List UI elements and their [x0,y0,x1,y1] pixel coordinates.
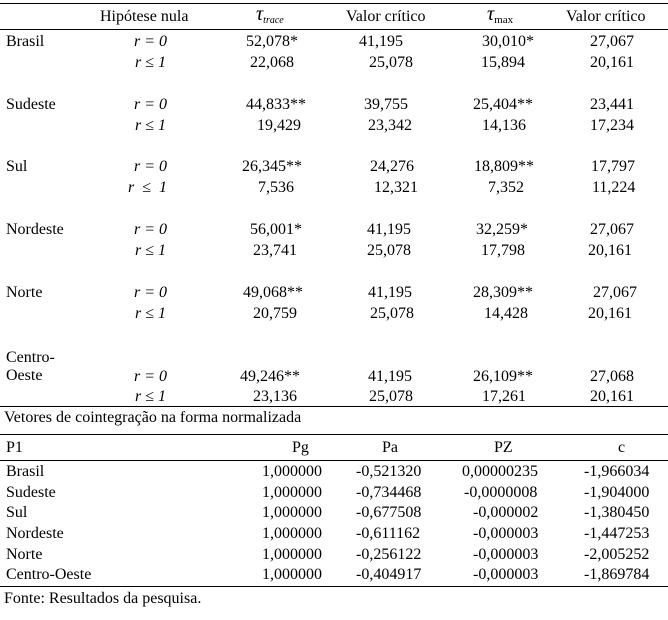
header-critical-value-2: Valor crítico [566,8,646,25]
null-hypothesis: r ≤ 1 [135,117,167,134]
row-pz: -0,0000008 [464,484,538,501]
null-hypothesis: r ≤ 1 [128,179,168,196]
critical-value: 11,224 [592,179,636,196]
trace-stat: 7,536 [258,179,294,196]
max-stat: 7,352 [488,179,524,196]
critical-value: 27,067 [590,221,634,238]
critical-value: 25,078 [367,242,411,259]
vectors-header-pz: PZ [494,439,513,456]
header-critical-value-1: Valor crítico [346,8,426,25]
row-pg: 1,000000 [262,463,322,480]
row-pg: 1,000000 [262,566,322,583]
null-hypothesis: r = 0 [134,284,168,301]
row-pz: -0,000003 [473,546,539,563]
section-title: Vetores de cointegração na forma normalizada [4,409,302,426]
trace-stat: 44,833** [246,96,306,113]
tau-trace-subscript: trace [263,15,284,26]
max-stat: 17,261 [482,388,526,405]
null-hypothesis: r = 0 [134,33,168,50]
vectors-top-rule [0,434,668,435]
max-stat: 30,010* [482,33,534,50]
row-pz: 0,00000235 [462,463,538,480]
trace-stat: 22,068 [250,54,294,71]
critical-value: 20,161 [588,242,632,259]
trace-stat: 19,429 [257,117,301,134]
null-hypothesis: r ≤ 1 [135,54,167,71]
header-rule [0,29,668,30]
vectors-header-p1: P1 [6,439,23,456]
critical-value: 23,441 [590,96,634,113]
max-stat: 28,309** [473,284,533,301]
critical-value: 41,195 [367,221,411,238]
critical-value: 20,161 [590,388,634,405]
critical-value: 25,078 [369,388,413,405]
trace-stat: 52,078* [246,33,298,50]
region-label: Sul [6,158,28,175]
trace-stat: 49,068** [243,284,303,301]
row-c: -2,005252 [584,546,650,563]
max-stat: 26,109** [473,368,533,385]
critical-value: 12,321 [374,179,418,196]
row-pa: -0,256122 [356,546,422,563]
critical-value: 27,067 [590,33,634,50]
row-c: -1,904000 [584,484,650,501]
trace-stat: 26,345** [242,158,302,175]
row-pa: -0,611162 [356,525,421,542]
trace-stat: 23,741 [253,242,297,259]
section-rule [0,406,668,407]
trace-stat: 56,001* [250,221,302,238]
tau-max-symbol: τ [487,3,495,25]
row-pa: -0,677508 [356,504,422,521]
region-label: Centro- [6,349,55,366]
critical-value: 23,342 [368,117,412,134]
row-c: -1,869784 [584,566,650,583]
null-hypothesis: r ≤ 1 [135,388,167,405]
max-stat: 14,428 [484,305,528,322]
vectors-header-pa: Pa [382,439,398,456]
header-trace [256,5,284,30]
null-hypothesis: r ≤ 1 [135,242,167,259]
region-label: Norte [6,284,43,301]
row-pg: 1,000000 [262,504,322,521]
row-region: Centro-Oeste [6,566,92,583]
max-stat: 17,798 [481,242,525,259]
top-rule [0,3,668,4]
row-pz: -0,000003 [473,525,539,542]
row-pz: -0,000002 [473,504,539,521]
critical-value: 41,195 [368,284,412,301]
critical-value: 17,234 [590,117,634,134]
null-hypothesis: r = 0 [134,96,168,113]
critical-value: 41,195 [368,368,412,385]
null-hypothesis: r = 0 [134,158,168,175]
critical-value: 25,078 [369,54,413,71]
trace-stat: 20,759 [253,305,297,322]
critical-value: 27,067 [593,284,637,301]
row-region: Sul [6,504,28,521]
row-pz: -0,000003 [473,566,539,583]
trace-stat: 23,136 [253,388,297,405]
critical-value: 17,797 [591,158,635,175]
region-label: Oeste [6,367,43,384]
trace-stat: 49,246** [240,368,300,385]
row-c: -1,380450 [584,504,650,521]
max-stat: 14,136 [482,117,526,134]
header-max [487,5,513,29]
row-pg: 1,000000 [262,546,322,563]
max-stat: 18,809** [474,158,534,175]
region-label: Brasil [6,33,45,50]
row-region: Brasil [6,463,45,480]
null-hypothesis: r ≤ 1 [135,305,167,322]
critical-value: 27,068 [590,368,634,385]
row-c: -1,447253 [584,525,650,542]
row-pg: 1,000000 [262,484,322,501]
max-stat: 15,894 [481,54,525,71]
vectors-header-c: c [618,439,626,456]
critical-value: 24,276 [370,158,414,175]
vectors-header-rule [0,460,668,461]
tau-max-subscript: max [494,14,514,26]
row-region: Norte [6,546,43,563]
critical-value: 41,195 [359,33,403,50]
row-pa: -0,521320 [356,463,422,480]
header-hypothesis: Hipótese nula [100,8,189,25]
row-pg: 1,000000 [262,525,322,542]
row-pa: -0,404917 [356,566,422,583]
bottom-rule [0,586,668,587]
row-region: Sudeste [6,484,56,501]
critical-value: 25,078 [370,305,414,322]
row-pa: -0,734468 [356,484,422,501]
region-label: Nordeste [6,221,64,238]
max-stat: 25,404** [473,96,533,113]
critical-value: 39,755 [364,96,408,113]
region-label: Sudeste [6,96,56,113]
row-region: Nordeste [6,525,64,542]
null-hypothesis: r = 0 [134,368,168,385]
critical-value: 20,161 [590,54,634,71]
null-hypothesis: r = 0 [134,221,168,238]
max-stat: 32,259* [476,221,528,238]
source-note: Fonte: Resultados da pesquisa. [4,590,202,607]
critical-value: 20,161 [588,305,632,322]
vectors-header-pg: Pg [292,439,309,456]
tau-trace-symbol: τ [256,3,264,25]
row-c: -1,966034 [584,463,650,480]
